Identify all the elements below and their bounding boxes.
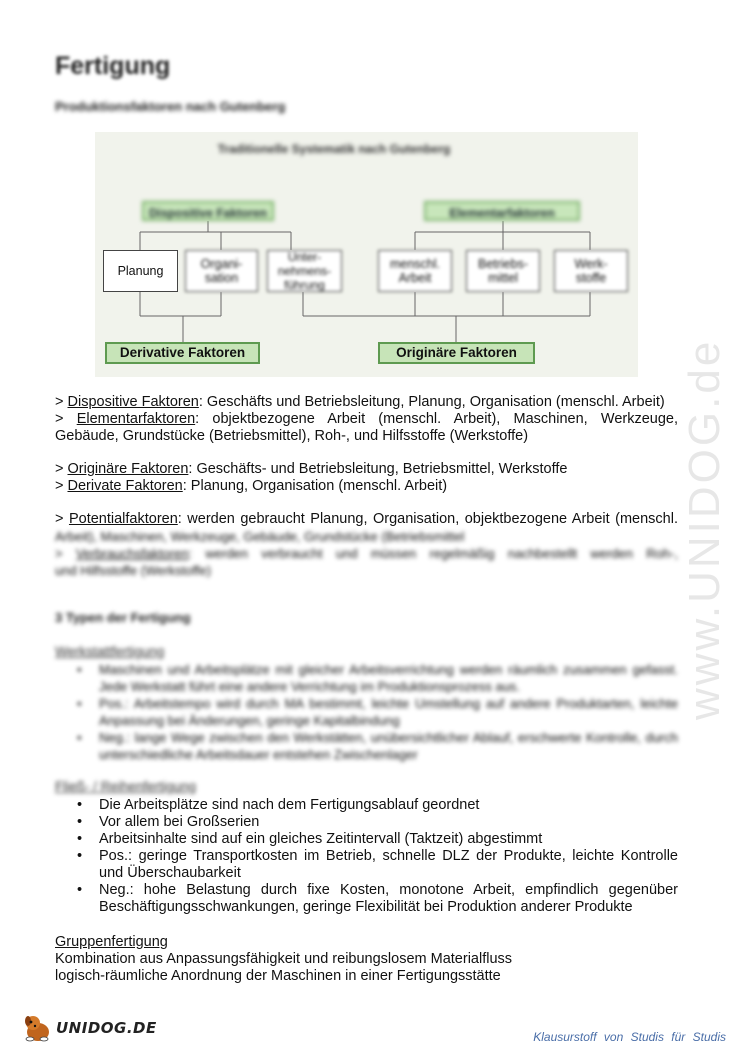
paragraph-elementar: > Elementarfaktoren: objektbezogene Arbeit (menschl. Arbeit), Maschinen, Werkzeuge, bbox=[55, 411, 678, 427]
list-item: • Arbeitsinhalte sind auf ein gleiches Zeitintervall (Taktzeit) abgestimmt bbox=[77, 831, 543, 847]
footer-slogan: Klausurstoff von Studis für Studis bbox=[533, 1030, 726, 1044]
fliess-list bbox=[55, 797, 678, 916]
original-factors-box: Originäre Faktoren bbox=[378, 342, 535, 364]
list-item: • Neg.: hohe Belastung durch fixe Kosten, monotone Arbeit, empfindlich gegenüber Beschäftigungsschwankungen, geringe Flexibilität bei Produktion anderer Produkte bbox=[77, 882, 678, 915]
diagram-title: Traditionelle Systematik nach Gutenberg bbox=[217, 142, 451, 156]
fliess-heading: Fließ- / Reihenfertigung bbox=[55, 779, 197, 794]
gruppen-line-2: logisch-räumliche Anordnung der Maschinen in einer Fertigungsstätte bbox=[55, 968, 501, 984]
paragraph-derivativ: > Derivate Faktoren: Planung, Organisation (menschl. Arbeit) bbox=[55, 478, 448, 494]
dog-icon bbox=[22, 1012, 54, 1044]
gruppen-line-1: Kombination aus Anpassungsfähigkeit und reibungslosem Materialfluss bbox=[55, 951, 513, 967]
logo-text: UNIDOG.DE bbox=[56, 1019, 157, 1037]
list-item: • Die Arbeitsplätze sind nach dem Fertigungsablauf geordnet bbox=[77, 797, 480, 813]
box-planung: Planung bbox=[103, 250, 178, 292]
box-unternehmensfuehrung: Unter- nehmens- führung bbox=[267, 250, 342, 292]
box-betriebsmittel: Betriebs- mittel bbox=[466, 250, 540, 292]
section-heading: 3 Typen der Fertigung bbox=[55, 610, 191, 625]
dispositive-factors-box: Dispositive Faktoren bbox=[142, 201, 274, 221]
derivative-factors-box: Derivative Faktoren bbox=[105, 342, 260, 364]
paragraph-dispositive: > Dispositive Faktoren: Geschäfts und Betriebsleitung, Planung, Organisation (menschl. Arbeit) bbox=[55, 394, 665, 410]
list-item: • Maschinen und Arbeitsplätze mit gleicher Arbeitsverrichtung werden räumlich zusammen gefasst. Jede Werkstatt führt eine andere Verrichtung im Produktionsprozess aus. bbox=[77, 662, 678, 694]
paragraph-verbrauch: > Verbrauchsfaktoren: werden verbraucht und müssen regelmäßig nachbestellt werden Roh-, bbox=[55, 546, 678, 561]
werkstatt-heading: Werkstattfertigung bbox=[55, 644, 165, 659]
paragraph-elementar-cont: Gebäude, Grundstücke (Betriebsmittel), Roh-, und Hilfsstoffe (Werkstoffe) bbox=[55, 428, 529, 444]
page-subtitle: Produktionsfaktoren nach Gutenberg bbox=[55, 99, 286, 114]
paragraph-potential-cont: Arbeit), Maschinen, Werkzeuge, Gebäude, Grundstücke (Betriebsmittel bbox=[55, 529, 465, 544]
gutenberg-diagram bbox=[95, 132, 638, 377]
list-item: • Vor allem bei Großserien bbox=[77, 814, 260, 830]
gruppen-heading: Gruppenfertigung bbox=[55, 934, 168, 950]
list-item: • Pos.: Arbeitstempo wird durch MA bestimmt, leichte Umstellung auf andere Produktarten, leichte Anpassung bei Änderungen, geringe Kapitalbindung bbox=[77, 696, 678, 728]
list-item: • Neg.: lange Wege zwischen den Werkstätten, unübersichtlicher Ablauf, erschwerte Kontrolle, durch unterschiedliche Arbeitsdauer entstehen Zwischenlager bbox=[77, 730, 678, 762]
box-menschl-arbeit: menschl. Arbeit bbox=[378, 250, 452, 292]
box-organisation: Organi- sation bbox=[185, 250, 258, 292]
elementary-factors-box: Elementarfaktoren bbox=[424, 201, 580, 221]
paragraph-originaer: > Originäre Faktoren: Geschäfts- und Betriebsleitung, Betriebsmittel, Werkstoffe bbox=[55, 461, 568, 477]
unidog-logo[interactable] bbox=[22, 1012, 157, 1044]
paragraph-potential: > Potentialfaktoren: werden gebraucht Planung, Organisation, objektbezogene Arbeit (menschl. bbox=[55, 511, 678, 527]
page-title: Fertigung bbox=[55, 52, 171, 80]
watermark: www.UNIDOG.de bbox=[680, 338, 729, 720]
box-werkstoffe: Werk- stoffe bbox=[554, 250, 628, 292]
werkstatt-list bbox=[55, 661, 678, 763]
list-item: • Pos.: geringe Transportkosten im Betrieb, schnelle DLZ der Produkte, leichte Kontrolle und Überschaubarkeit bbox=[77, 848, 678, 881]
paragraph-verbrauch-cont: und Hilfsstoffe (Werkstoffe) bbox=[55, 563, 212, 578]
